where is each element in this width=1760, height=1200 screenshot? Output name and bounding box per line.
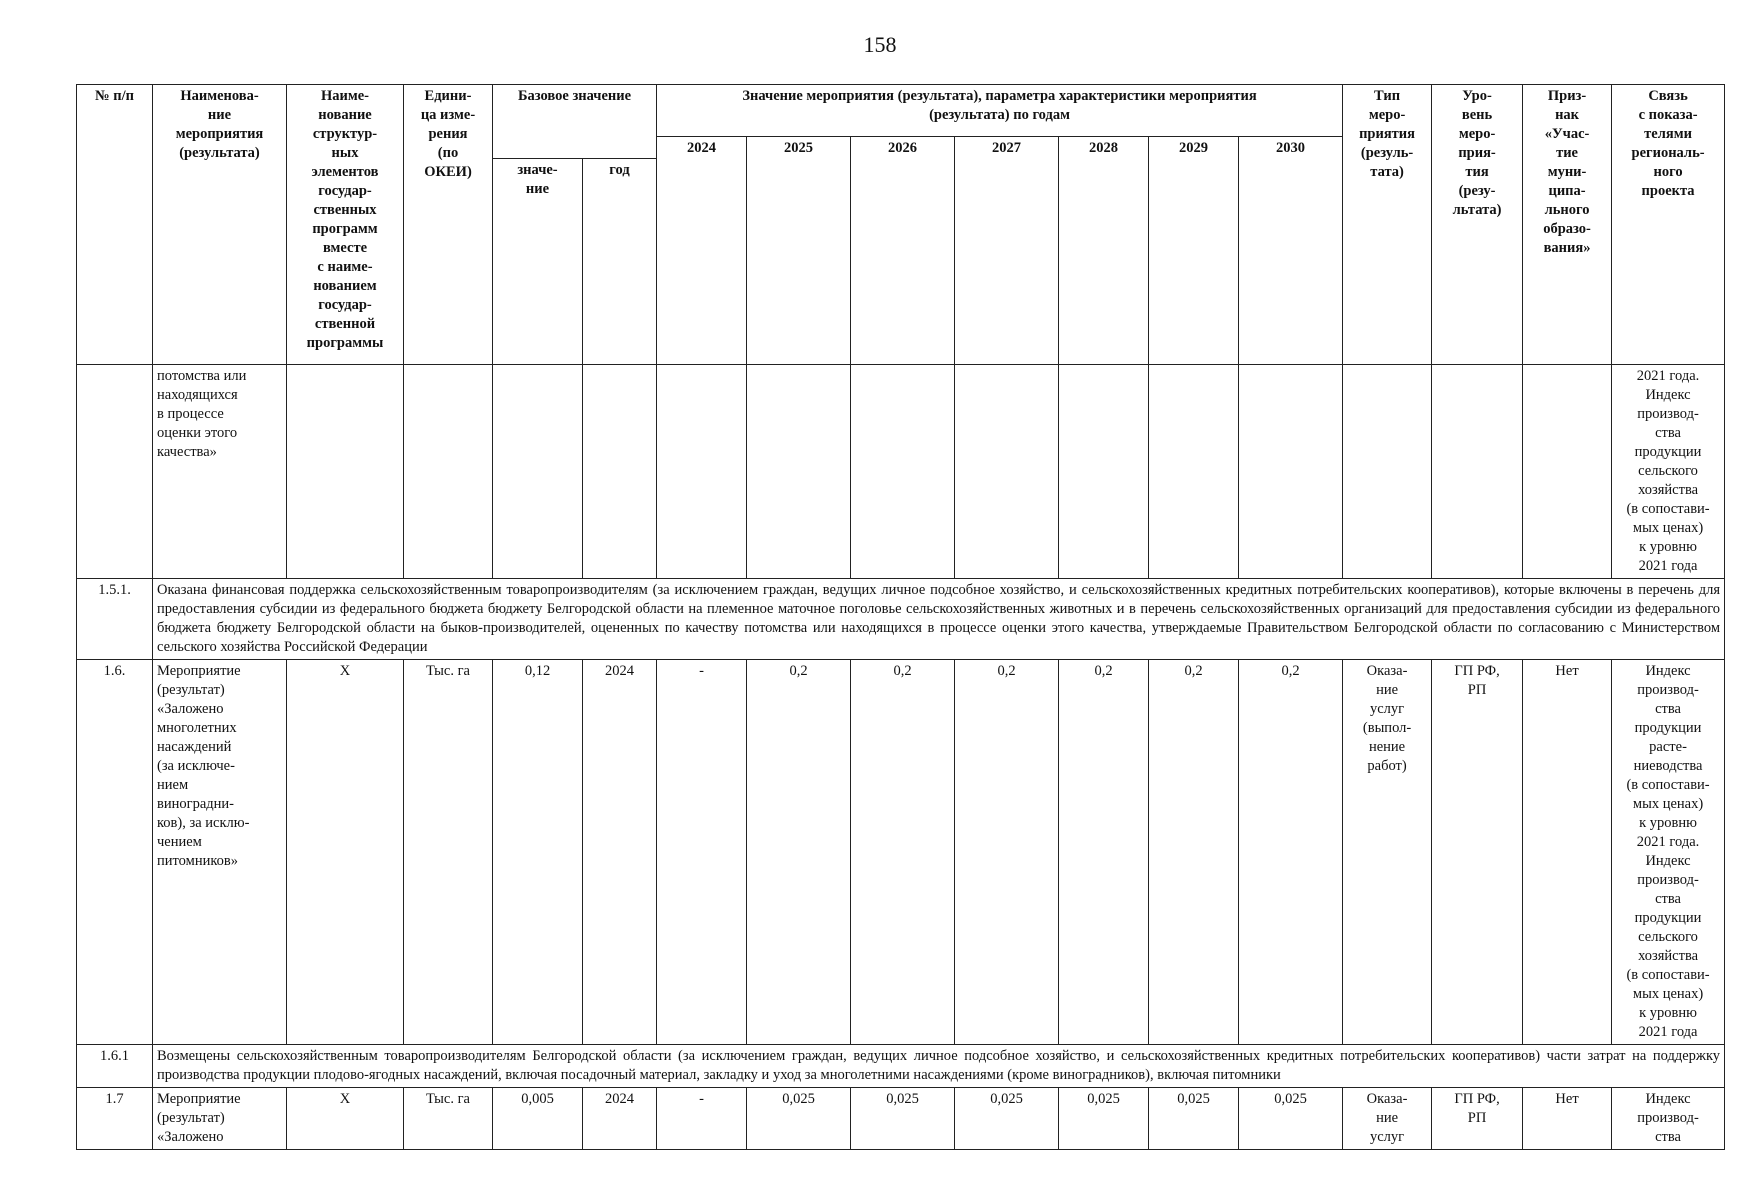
measure-name-text: потомства или находящихся в процессе оценки этого качества» (157, 368, 247, 460)
table-row (77, 579, 1725, 660)
year-value-2028 (1059, 660, 1149, 1045)
header-base: Базовое значение (493, 85, 657, 159)
empty-cell (404, 365, 493, 579)
year-value-2024 (657, 1088, 747, 1150)
row-number (77, 365, 153, 579)
measure-level (1432, 660, 1523, 1045)
year-value-2027-text: 0,2 (997, 663, 1016, 679)
link-indicator (1612, 365, 1725, 579)
empty-cell (1343, 365, 1432, 579)
table-row (77, 365, 1725, 579)
table-row (77, 1045, 1725, 1088)
header-year-2025: 2025 (747, 137, 851, 365)
header-type: Тип меро- приятия (резуль- тата) (1343, 85, 1432, 365)
row-number (77, 1088, 153, 1150)
year-value-2028 (1059, 1088, 1149, 1150)
row-number-text: 1.5.1. (98, 582, 131, 598)
empty-cell (1523, 365, 1612, 579)
row-number-text: 1.7 (105, 1091, 124, 1107)
year-value-2025-text: 0,2 (789, 663, 808, 679)
link-indicator-text: Индекс производ- ства продукции расте- ниеводства (в сопостави- мых ценах) к уровню 2021 года. Индекс производ- ства продукции сельского хозяйства (в сопостави- мых ценах) к уровню 2021 года (1626, 663, 1710, 1040)
header-year-2027: 2027 (955, 137, 1059, 365)
header-sign: Приз- нак «Учас- тие муни- ципа- льного образо- вания» (1523, 85, 1612, 365)
empty-cell (1149, 365, 1239, 579)
row-number (77, 579, 153, 660)
year-value-2027 (955, 660, 1059, 1045)
municipal-sign (1523, 1088, 1612, 1150)
header-unit: Едини- ца изме- рения (по ОКЕИ) (404, 85, 493, 365)
year-value-2027 (955, 1088, 1059, 1150)
header-year-2029: 2029 (1149, 137, 1239, 365)
row-number-text: 1.6.1 (100, 1048, 129, 1064)
year-value-2028-text: 0,025 (1087, 1091, 1120, 1107)
empty-cell (1239, 365, 1343, 579)
row-number-text: 1.6. (103, 663, 126, 679)
measures-table (76, 84, 1725, 1150)
header-name: Наименова- ние мероприятия (результата) (153, 85, 287, 365)
row-description-text: Оказана финансовая поддержка сельскохозяйственным товаропроизводителям (за исключением граждан, ведущих личное подсобное хозяйство, и сельскохозяйственных кредитных потребительских кооперативов), которые включены в перечень для предоставления субсидии из федерального бюджета бюджету Белгородской области на племенное маточное поголовье сельскохозяйственных животных и в перечень сельскохозяйственных организаций для предоставления субсидии из федерального бюджета бюджету Белгородской области на быков-производителей, оцененных по качеству потомства или находящихся в процессе оценки этого качества, утверждаемые Правительством Белгородской области по согласованию с Министерством сельского хозяйства Российской Федерации (157, 582, 1721, 655)
row-description-text: Возмещены сельскохозяйственным товаропроизводителям Белгородской области (за исключением граждан, ведущих личное подсобное хозяйство, и сельскохозяйственных кредитных потребительских кооперативов) части затрат на поддержку производства продукции плодово-ягодных насаждений, включая посадочный материал, закладку и уход за многолетними насаждениями (кроме виноградников), включая питомники (157, 1048, 1721, 1083)
base-year (583, 660, 657, 1045)
year-value-2026 (851, 660, 955, 1045)
year-value-2024-text: - (699, 1091, 704, 1107)
header-num: № п/п (77, 85, 153, 365)
base-year (583, 1088, 657, 1150)
year-value-2029 (1149, 1088, 1239, 1150)
struct-element-text: Х (339, 1091, 351, 1107)
table-row (77, 1088, 1725, 1150)
row-number (77, 660, 153, 1045)
row-number (77, 1045, 153, 1088)
year-value-2029-text: 0,025 (1177, 1091, 1210, 1107)
header-year-2030: 2030 (1239, 137, 1343, 365)
measure-name (153, 365, 287, 579)
measure-type (1343, 660, 1432, 1045)
measure-level-text: ГП РФ, РП (1454, 663, 1500, 698)
header-struct: Наиме- нование структур- ных элементов государ- ственных программ вместе с наиме- нованием государ- ственной программы (287, 85, 404, 365)
year-value-2025 (747, 1088, 851, 1150)
table-row (77, 660, 1725, 1045)
measure-name (153, 660, 287, 1045)
year-value-2030 (1239, 660, 1343, 1045)
year-value-2029-text: 0,2 (1184, 663, 1203, 679)
empty-cell (955, 365, 1059, 579)
header-year-2024: 2024 (657, 137, 747, 365)
base-year-text: 2024 (605, 1091, 634, 1107)
row-description (153, 1045, 1725, 1088)
struct-element (287, 660, 404, 1045)
header-row-1 (77, 85, 1725, 137)
year-value-2030-text: 0,2 (1281, 663, 1300, 679)
header-level: Уро- вень меро- прия- тия (резу- льтата) (1432, 85, 1523, 365)
year-value-2025 (747, 660, 851, 1045)
measure-type-text: Оказа- ние услуг (выпол- нение работ) (1362, 663, 1412, 774)
empty-cell (583, 365, 657, 579)
base-value (493, 1088, 583, 1150)
empty-cell (851, 365, 955, 579)
base-year-text: 2024 (605, 663, 634, 679)
unit-of-measure-text: Тыс. га (426, 663, 470, 679)
link-indicator (1612, 660, 1725, 1045)
struct-element (287, 1088, 404, 1150)
year-value-2024-text: - (699, 663, 704, 679)
link-indicator-text: 2021 года. Индекс производ- ства продукции сельского хозяйства (в сопостави- мых ценах) к уровню 2021 года (1626, 368, 1710, 574)
municipal-sign-text: Нет (1555, 663, 1579, 679)
unit-of-measure (404, 660, 493, 1045)
link-indicator (1612, 1088, 1725, 1150)
header-values: Значение мероприятия (результата), параметра характеристики мероприятия (результата) по годам (657, 85, 1343, 137)
year-value-2028-text: 0,2 (1094, 663, 1113, 679)
empty-cell (1059, 365, 1149, 579)
measure-name (153, 1088, 287, 1150)
measure-name-text: Мероприятие (результат) «Заложено (157, 1091, 241, 1145)
unit-of-measure-text: Тыс. га (426, 1091, 470, 1107)
empty-cell (287, 365, 404, 579)
measure-level (1432, 1088, 1523, 1150)
year-value-2027-text: 0,025 (990, 1091, 1023, 1107)
year-value-2026-text: 0,2 (893, 663, 912, 679)
link-indicator-text: Индекс производ- ства (1637, 1091, 1699, 1145)
base-value-text: 0,005 (521, 1091, 554, 1107)
base-value-text: 0,12 (524, 663, 551, 679)
measure-type (1343, 1088, 1432, 1150)
year-value-2030 (1239, 1088, 1343, 1150)
header-year-2028: 2028 (1059, 137, 1149, 365)
year-value-2030-text: 0,025 (1274, 1091, 1307, 1107)
header-base-year: год (583, 159, 657, 365)
struct-element-text: Х (339, 663, 351, 679)
measure-type-text: Оказа- ние услуг (1366, 1091, 1408, 1145)
empty-cell (657, 365, 747, 579)
year-value-2024 (657, 660, 747, 1045)
empty-cell (1432, 365, 1523, 579)
header-base-value: значе- ние (493, 159, 583, 365)
year-value-2026-text: 0,025 (886, 1091, 919, 1107)
municipal-sign-text: Нет (1555, 1091, 1579, 1107)
page-number: 158 (863, 32, 897, 57)
municipal-sign (1523, 660, 1612, 1045)
measure-level-text: ГП РФ, РП (1454, 1091, 1500, 1126)
year-value-2025-text: 0,025 (782, 1091, 815, 1107)
year-value-2026 (851, 1088, 955, 1150)
header-link: Связь с показа- телями региональ- ного проекта (1612, 85, 1725, 365)
empty-cell (747, 365, 851, 579)
measure-name-text: Мероприятие (результат) «Заложено многолетних насаждений (за исключе- нием виноградни- ков), за исклю- чением питомников» (157, 663, 250, 869)
row-description (153, 579, 1725, 660)
unit-of-measure (404, 1088, 493, 1150)
base-value (493, 660, 583, 1045)
empty-cell (493, 365, 583, 579)
header-year-2026: 2026 (851, 137, 955, 365)
year-value-2029 (1149, 660, 1239, 1045)
